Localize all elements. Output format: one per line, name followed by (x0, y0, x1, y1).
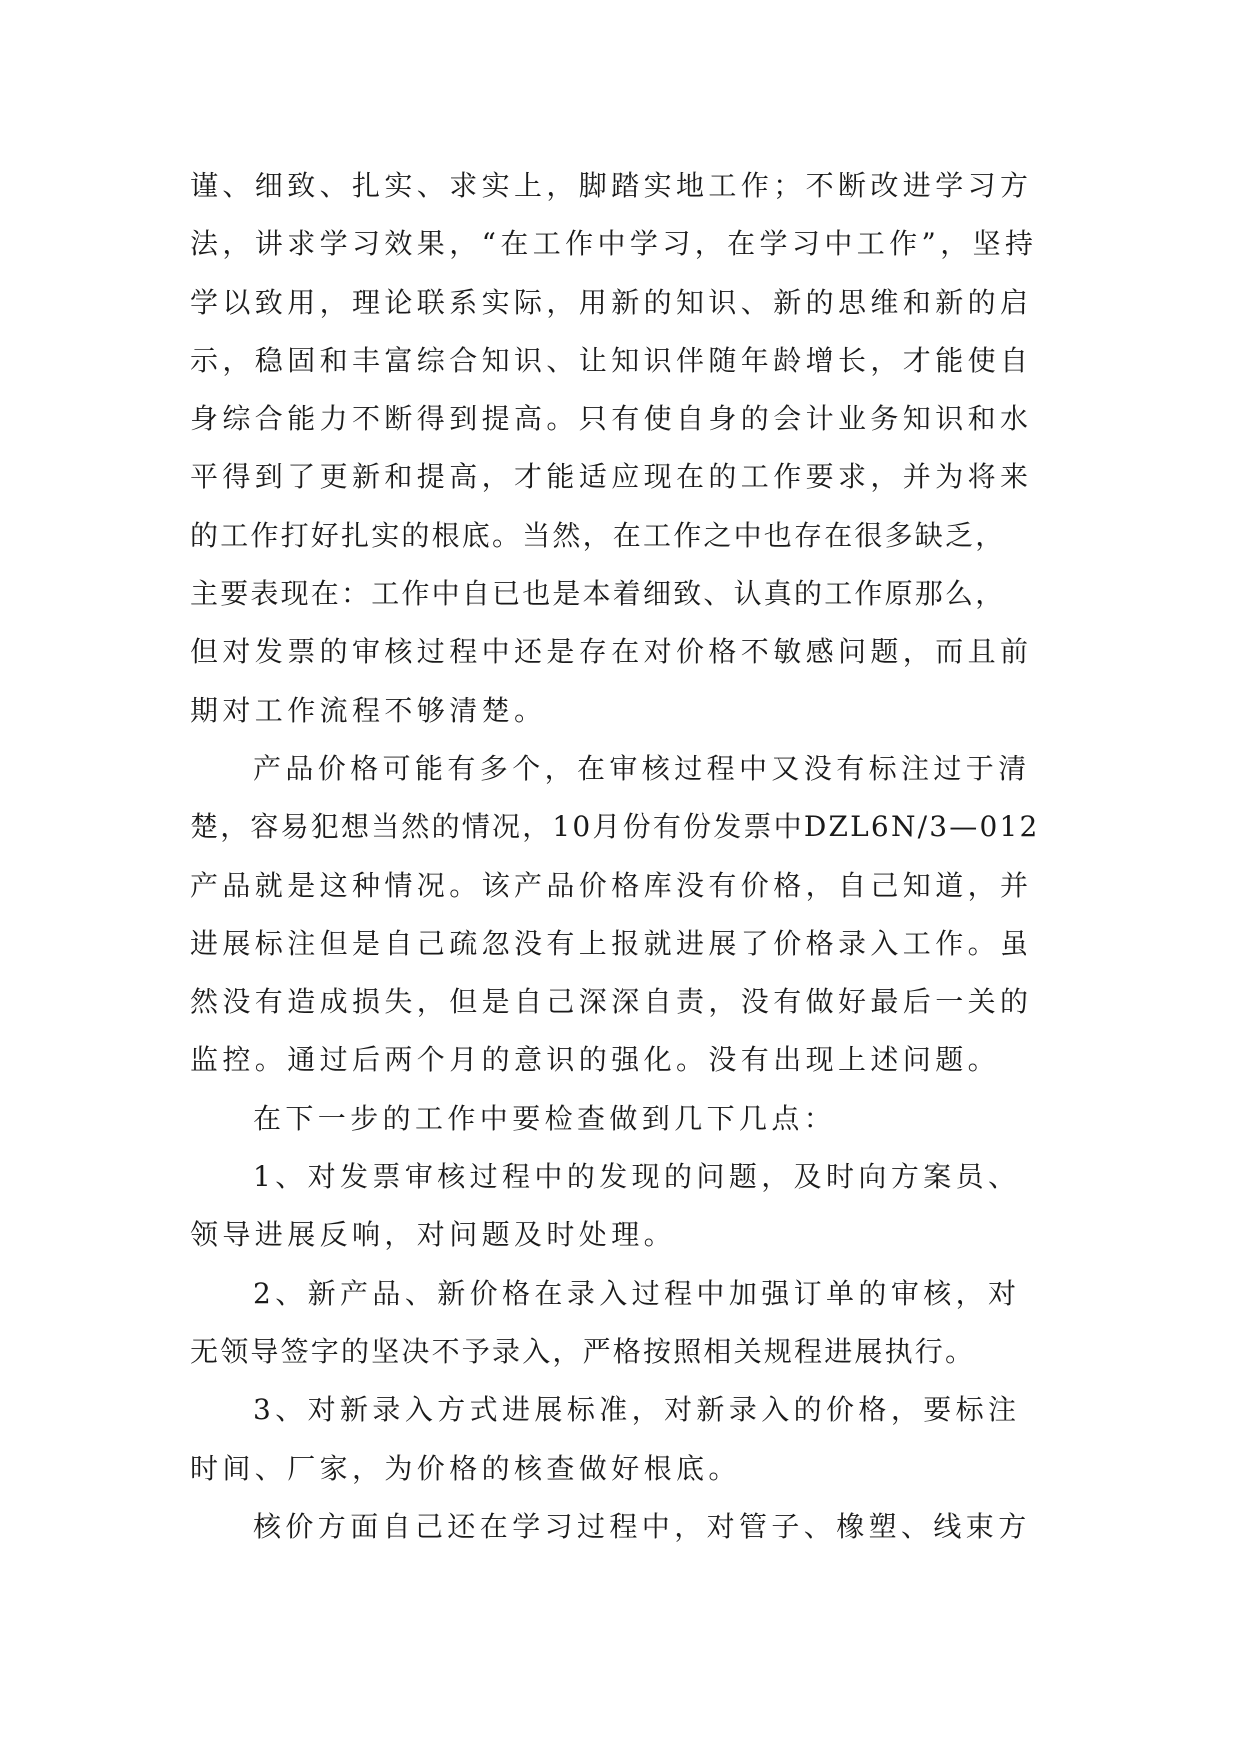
list-item: 3、对新录入方式进展标准，对新录入的价格，要标注 (253, 1393, 1021, 1427)
paragraph-start: 产品价格可能有多个，在审核过程中又没有标注过于清 (253, 751, 1031, 785)
text-line: 示，稳固和丰富综合知识、让知识伴随年龄增长，才能使自 (190, 343, 1033, 377)
text-line: 的工作打好扎实的根底。当然，在工作之中也存在很多缺乏， (190, 518, 1006, 552)
text-line: 领导进展反响，对问题及时处理。 (190, 1218, 677, 1252)
text-line: 身综合能力不断得到提高。只有使自身的会计业务知识和水 (190, 402, 1033, 436)
text-line: 但对发票的审核过程中还是存在对价格不敏感问题，而且前 (190, 635, 1033, 669)
text-line: 监控。通过后两个月的意识的强化。没有出现上述问题。 (190, 1043, 1001, 1077)
text-line: 学以致用，理论联系实际，用新的知识、新的思维和新的启 (190, 285, 1033, 319)
text-line: 楚，容易犯想当然的情况，10月份有份发票中DZL6N/3—012 (190, 810, 1040, 844)
text-line: 然没有造成损失，但是自己深深自责，没有做好最后一关的 (190, 985, 1033, 1019)
text-line: 主要表现在：工作中自已也是本着细致、认真的工作原那么， (190, 577, 1006, 611)
body-text (190, 157, 1050, 1556)
text-line: 进展标注但是自己疏忽没有上报就进展了价格录入工作。虽 (190, 926, 1033, 960)
list-item: 1、对发票审核过程中的发现的问题，及时向方案员、 (253, 1160, 1021, 1194)
paragraph-start: 核价方面自己还在学习过程中，对管子、橡塑、线束方 (253, 1509, 1031, 1543)
text-line: 产品就是这种情况。该产品价格库没有价格，自己知道，并 (190, 868, 1033, 902)
text-line: 法，讲求学习效果，“在工作中学习，在学习中工作”，坚持 (190, 227, 1038, 261)
text-line: 谨、细致、扎实、求实上，脚踏实地工作；不断改进学习方 (190, 169, 1033, 202)
text-line: 平得到了更新和提高，才能适应现在的工作要求，并为将来 (190, 460, 1033, 494)
paragraph-start: 在下一步的工作中要检查做到几下几点： (253, 1101, 837, 1135)
text-line: 无领导签字的坚决不予录入，严格按照相关规程进展执行。 (190, 1334, 976, 1368)
text-line: 时间、厂家，为价格的核查做好根底。 (190, 1451, 741, 1485)
list-item: 2、新产品、新价格在录入过程中加强订单的审核，对 (253, 1276, 1021, 1310)
text-line: 期对工作流程不够清楚。 (190, 693, 547, 727)
